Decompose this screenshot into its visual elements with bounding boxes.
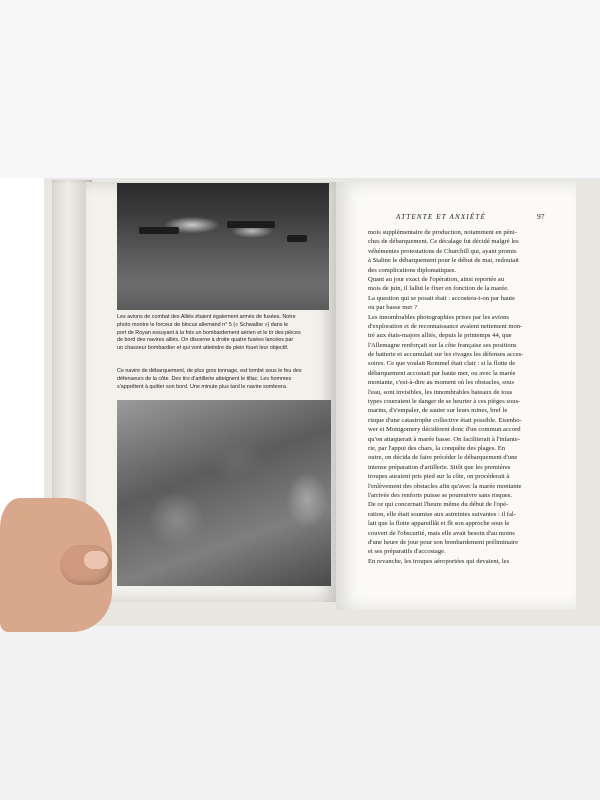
thumbnail-nail bbox=[84, 551, 108, 569]
background-table bbox=[0, 620, 600, 800]
text-line: marins, d's'empaler, de sauter sur leurs mines, bref le bbox=[368, 407, 508, 415]
text-line: En revanche, les troupes aéroportées qui devaient, les bbox=[368, 557, 510, 565]
text-line: Quant au jour exact de l'opération, ainsi reportée au bbox=[368, 275, 505, 283]
body-text bbox=[368, 228, 523, 566]
page-number: 97 bbox=[537, 212, 545, 221]
text-line: tré aux états-majors alliés, depuis le printemps 44, que bbox=[368, 332, 512, 340]
text-line: mois de juin, il fallut le fixer en fonction de la marée. bbox=[368, 285, 509, 293]
text-line: De ce qui concernait l'heure même du début de l'opé- bbox=[368, 501, 509, 509]
text-line: rie, par l'appui des chars, la conquête des plages. En bbox=[368, 444, 506, 452]
text-line: d'une heure de jour pour son bombardement préliminaire bbox=[368, 538, 519, 546]
text-line: La question qui se posait était : accostera-t-on par haute bbox=[368, 294, 516, 302]
text-line: l'Allemagne renforçait sur la côte française ses positions bbox=[368, 341, 517, 349]
text-line: montante, c'est-à-dire au moment où les obstacles, sous bbox=[368, 379, 515, 387]
caption-bottom: Ce navire de débarquement, de plus gros tonnage, est tombé sous le feu des défenseurs de la côte. Des tirs d'artillerie atteignent le tillac. Les hommes s'apprêtent à quitter son bord. Une minute plus tard le navire sombrera. bbox=[117, 368, 302, 390]
background-wall bbox=[0, 0, 600, 178]
text-line: intense préparation d'artillerie. Sitôt que les premières bbox=[368, 463, 511, 471]
text-line: qu'on attaquerait à marée basse. On faciliterait à l'infante- bbox=[368, 435, 520, 443]
text-line: troupes auraient pris pied sur la côte, on procéderait à bbox=[368, 473, 510, 481]
text-line: véhémentes protestations de Churchill qui, ayant promis bbox=[368, 247, 517, 255]
text-line: couvert de l'obscurité, mais elle avait besoin d'au moins bbox=[368, 529, 515, 537]
text-line: l'arrivée des renforts puisse se poursuivre sans risques. bbox=[368, 491, 513, 499]
text-line: ration, elle était soumise aux astreintes suivantes : il fal- bbox=[368, 510, 516, 518]
text-line: types courraient le danger de se heurter à ces pièges sous- bbox=[368, 398, 521, 406]
text-line: à Staline le débarquement pour le début de mai, redoutait bbox=[368, 257, 519, 265]
text-line: lait que la flotte appareillât et fît son approche sous le bbox=[368, 520, 510, 528]
text-line: outre, on décida de faire précéder le débarquement d'une bbox=[368, 454, 518, 462]
text-line: débarquement accostait par haute mer, ou avec la marée bbox=[368, 369, 516, 377]
text-line: wer et Montgomery décidèrent donc d'un commun accord bbox=[368, 426, 521, 434]
text-line: de batterie et accumulait sur les rivages les défenses acces- bbox=[368, 351, 524, 359]
text-line: ou par basse mer ? bbox=[368, 304, 418, 312]
caption-top: Les avions de combat des Alliés étaient également armés de fusées. Notre photo montre le forceur de blocus allemand n° 5 (« Schwalbe ») dans le port de Royan essuyant à la fois un bombardement aérien et le tir des pièces de bord des navires alliés. On discerne à droite quatre fusées lancées par un chasseur bombardier et qui vont atteindre de plein fouet leur objectif. bbox=[117, 314, 301, 352]
text-line: l'eau, sont invisibles, les innombrables bateaux de tous bbox=[368, 388, 513, 396]
text-line: et ses préparatifs d'accostage. bbox=[368, 548, 446, 556]
text-line: des complications diplomatiques. bbox=[368, 266, 457, 274]
text-line: ches de débarquement. Ce décalage fut décidé malgré les bbox=[368, 238, 519, 246]
photo-boats-under-fire bbox=[117, 183, 329, 310]
text-line: d'exploration et de reconnaissance avaient nettement mon- bbox=[368, 322, 523, 330]
text-line: l'enlèvement des obstacles afin qu'avec la marée montante bbox=[368, 482, 522, 490]
text-line: mois supplémentaire de production, notamment en péni- bbox=[368, 229, 517, 236]
text-line: Les innombrables photographies prises par les avions bbox=[368, 313, 510, 321]
text-line: risque d'une catastrophe collective était possible. Eisenho- bbox=[368, 416, 522, 424]
photo-landing-ship-deck bbox=[117, 400, 331, 586]
text-line: soires. Ce que voulait Rommel était clair : si la flotte de bbox=[368, 360, 516, 368]
running-title: ATTENTE ET ANXIÉTÉ bbox=[396, 213, 486, 221]
